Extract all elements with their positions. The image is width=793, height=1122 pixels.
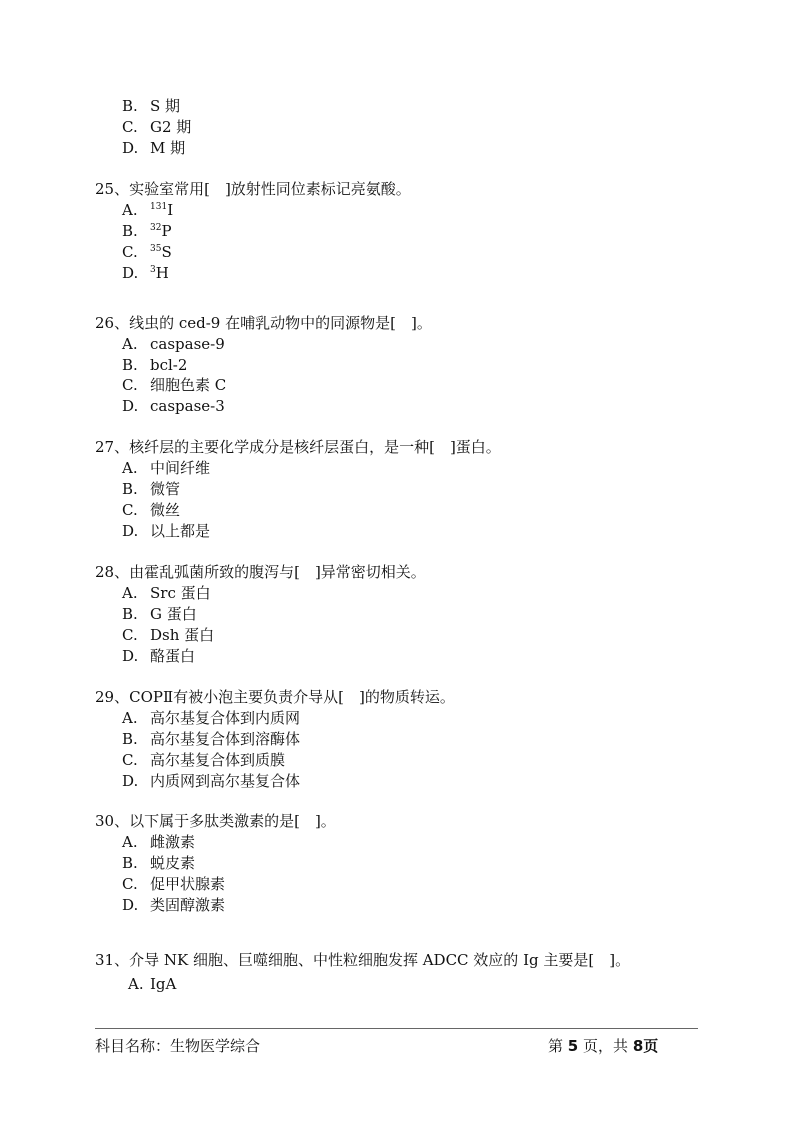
option-a: A. IgA: [128, 975, 177, 993]
option-a: A. caspase-9: [122, 335, 225, 353]
question-28-stem: 28、由霍乱弧菌所致的腹泻与[ ]异常密切相关。: [95, 563, 426, 581]
option-b: B. bcl-2: [122, 356, 188, 374]
footer-divider: [95, 1028, 698, 1029]
option-c: C. 高尔基复合体到质膜: [122, 751, 286, 769]
question-29-stem: 29、COPⅡ有被小泡主要负责介导从[ ]的物质转运。: [95, 688, 455, 706]
option-b: B. 微管: [122, 480, 181, 498]
option-d: D. caspase-3: [122, 397, 225, 415]
option-a: A. $^{131}$I: [122, 201, 174, 219]
option-c: C. 促甲状腺素: [122, 875, 226, 893]
page-number: 第 5 页，共 8页: [548, 1037, 659, 1055]
option-a: A. 高尔基复合体到内质网: [122, 709, 301, 727]
option-b: B. $^{32}$P: [122, 222, 172, 240]
option-b: B. S 期: [122, 97, 181, 115]
question-30-stem: 30、以下属于多肽类激素的是[ ]。: [95, 812, 336, 830]
total-pages: 8: [632, 1037, 644, 1055]
option-a: A. Src 蛋白: [122, 584, 211, 602]
option-c: C. Dsh 蛋白: [122, 626, 215, 644]
option-d: D. 以上都是: [122, 522, 211, 540]
option-a: A. 雌激素: [122, 833, 196, 851]
option-c: C. G2 期: [122, 118, 192, 136]
option-c: C. $^{35}$S: [122, 243, 172, 261]
option-b: B. 高尔基复合体到溶酶体: [122, 730, 301, 748]
option-b: B. G 蛋白: [122, 605, 197, 623]
question-31-stem: 31、介导 NK 细胞、巨噬细胞、中性粒细胞发挥 ADCC 效应的 Ig 主要是[ ]。: [95, 951, 631, 969]
current-page: 5: [567, 1037, 579, 1055]
option-a: A. 中间纤维: [122, 459, 211, 477]
option-c: C. 微丝: [122, 501, 181, 519]
subject-name: 科目名称：生物医学综合: [95, 1037, 261, 1055]
question-25-stem: 25、实验室常用[ ]放射性同位素标记亮氨酸。: [95, 180, 411, 198]
question-26-stem: 26、线虫的 ced-9 在哺乳动物中的同源物是[ ]。: [95, 314, 432, 332]
question-27-stem: 27、核纤层的主要化学成分是核纤层蛋白，是一种[ ]蛋白。: [95, 438, 501, 456]
option-d: D. 内质网到高尔基复合体: [122, 772, 301, 790]
option-d: D. 类固醇激素: [122, 896, 226, 914]
option-b: B. 蜕皮素: [122, 854, 196, 872]
option-d: D. 酪蛋白: [122, 647, 196, 665]
option-c: C. 细胞色素 C: [122, 376, 227, 394]
option-d: D. M 期: [122, 139, 186, 157]
option-d: D. $^3$H: [122, 264, 169, 282]
